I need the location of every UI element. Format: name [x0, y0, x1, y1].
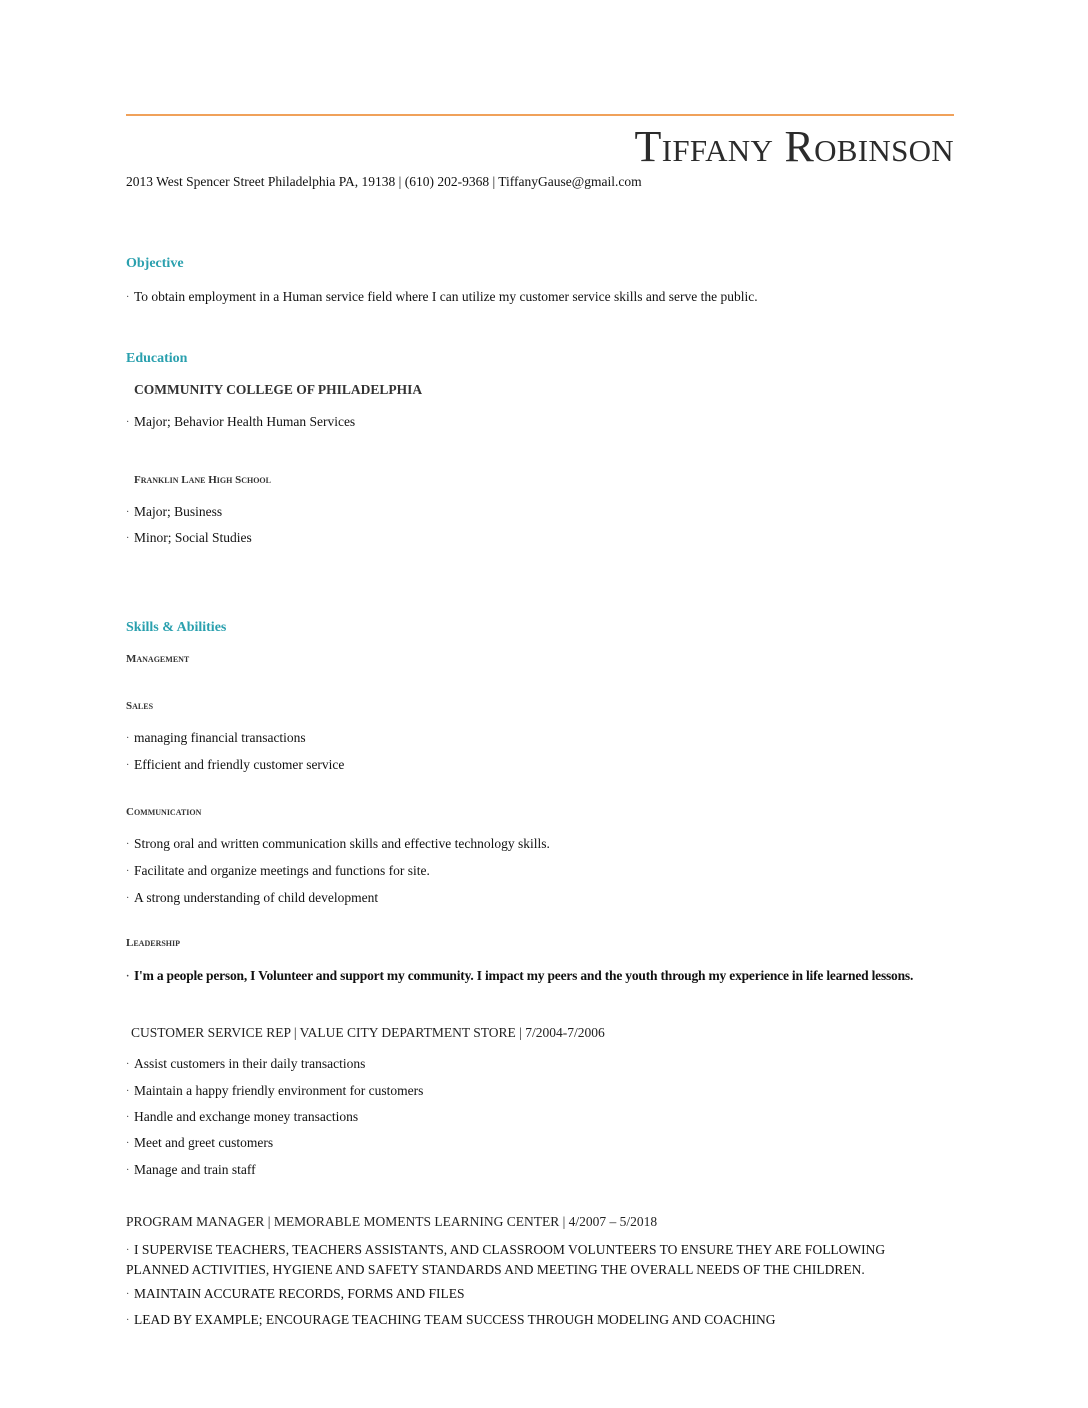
bullet-dot: · — [126, 507, 130, 518]
school-name-highschool: Franklin Lane High School — [134, 474, 271, 486]
education-item: · Major; Business — [126, 503, 222, 522]
bullet-dot: · — [126, 1112, 130, 1123]
job-item: · Manage and train staff — [126, 1161, 256, 1180]
objective-item: · To obtain employment in a Human service field where I can utilize my customer service skills and serve the public. — [126, 288, 758, 307]
bullet-dot: · — [126, 733, 130, 744]
bullet-dot: · — [126, 1086, 130, 1097]
bullet-dot: · — [126, 417, 130, 428]
skill-group-communication: Communication — [126, 806, 202, 818]
skill-item: · A strong understanding of child development — [126, 889, 378, 908]
education-item: · Minor; Social Studies — [126, 529, 252, 548]
bullet-dot: · — [126, 971, 130, 982]
bullet-dot: · — [126, 866, 130, 877]
skill-item: · Efficient and friendly customer service — [126, 756, 344, 775]
skill-item: · I'm a people person, I Volunteer and support my community. I impact my peers and the youth through my experience in life learned lessons. — [126, 967, 913, 986]
skill-item: · managing financial transactions — [126, 729, 306, 748]
bullet-dot: · — [126, 760, 130, 771]
skill-item: · Strong oral and written communication skills and effective technology skills. — [126, 835, 550, 854]
skill-group-leadership: Leadership — [126, 937, 181, 949]
job-item: · Meet and greet customers — [126, 1134, 273, 1153]
skills-heading: Skills & Abilities — [126, 620, 227, 635]
bullet-dot: · — [126, 292, 130, 303]
objective-heading: Objective — [126, 256, 184, 271]
candidate-name: Tiffany Robinson — [634, 122, 954, 171]
job-item: · I SUPERVISE TEACHERS, TEACHERS ASSISTANTS, AND CLASSROOM VOLUNTEERS TO ENSURE THEY ARE FOLLOWING PLANNED ACTIVITIES, HYGIENE AND SAFETY STANDARDS AND MEETING THE OVERALL NEEDS OF THE CHILDREN. — [126, 1242, 886, 1277]
bullet-dot: · — [126, 839, 130, 850]
education-item: · Major; Behavior Health Human Services — [126, 413, 355, 432]
job-item: · Handle and exchange money transactions — [126, 1108, 358, 1127]
job-heading: CUSTOMER SERVICE REP | VALUE CITY DEPARTMENT STORE | 7/2004-7/2006 — [131, 1025, 605, 1040]
bullet-dot: · — [126, 1165, 130, 1176]
school-name-college: COMMUNITY COLLEGE OF PHILADELPHIA — [134, 382, 423, 397]
bullet-dot: · — [126, 533, 130, 544]
skill-item: · Facilitate and organize meetings and functions for site. — [126, 862, 430, 881]
job-item: · Maintain a happy friendly environment for customers — [126, 1082, 423, 1101]
bullet-dot: · — [126, 1138, 130, 1149]
contact-line: 2013 West Spencer Street Philadelphia PA, 19138 | (610) 202-9368 | TiffanyGause@gmail.com — [126, 174, 642, 189]
bullet-dot: · — [126, 1289, 130, 1300]
job-item: · MAINTAIN ACCURATE RECORDS, FORMS AND FILES — [126, 1285, 464, 1304]
header-rule — [126, 114, 954, 116]
bullet-dot: · — [126, 1245, 130, 1256]
bullet-dot: · — [126, 893, 130, 904]
bullet-dot: · — [126, 1315, 130, 1326]
bullet-dot: · — [126, 1059, 130, 1070]
job-item: · Assist customers in their daily transactions — [126, 1055, 365, 1074]
job-item: · LEAD BY EXAMPLE; ENCOURAGE TEACHING TEAM SUCCESS THROUGH MODELING AND COACHING — [126, 1311, 776, 1330]
education-heading: Education — [126, 351, 188, 366]
job-heading: PROGRAM MANAGER | MEMORABLE MOMENTS LEARNING CENTER | 4/2007 – 5/2018 — [126, 1214, 658, 1229]
skill-group-management: Management — [126, 653, 190, 665]
skill-group-sales: Sales — [126, 700, 154, 712]
